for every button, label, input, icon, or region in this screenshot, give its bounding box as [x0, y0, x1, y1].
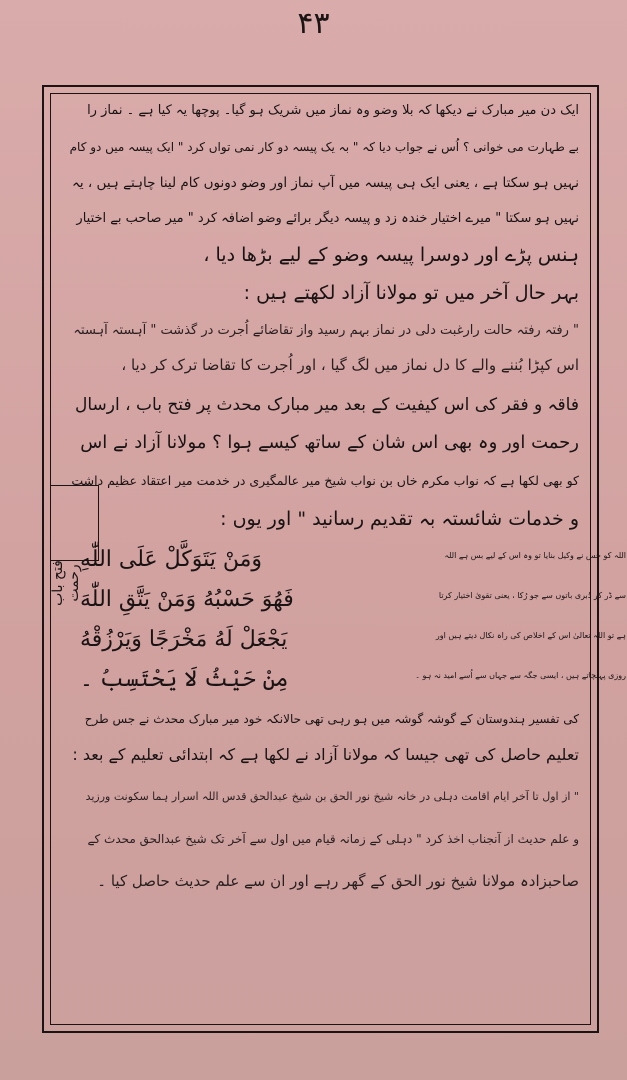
para2-line-1: فاقہ و فقر کی اس کیفیت کے بعد میر مبارک محدث پر فتح باب ، ارسال	[75, 395, 579, 415]
azad-intro-line: بہر حال آخر میں تو مولانا آزاد لکھتے ہیں :	[243, 282, 579, 304]
verse-arabic-2: فَهُوَ حَسْبُهُ وَمَنْ يَتَّقِ اللّٰهَ	[80, 587, 294, 612]
verse-arabic-4: مِنْ حَيْثُ لَا يَحْتَسِبُ ۔	[80, 667, 289, 692]
intro-line-3: نہیں ہو سکتا ہے ، یعنی ایک ہی پیسہ میں آپ نماز اور وضو دونوں کام لینا چاہتے ہیں ، یہ	[71, 175, 579, 191]
verse-arabic-1: وَمَنْ يَتَوَكَّلْ عَلَى اللّٰهِ	[80, 547, 263, 572]
para2-line-2: رحمت اور وہ بھی اس شان کے ساتھ کیسے ہوا ؟ مولانا آزاد نے اس	[80, 432, 579, 453]
verse-urdu-3: ہے تو اللہ تعالیٰ اس کے اخلاص کی راہ نکال دیتے ہیں اور	[435, 631, 626, 640]
page-number: ۴۳	[297, 6, 330, 41]
verse-urdu-1: اللہ کو جس نے وکیل بنایا تو وہ اس کے لیے بس ہے اللہ	[444, 551, 626, 560]
quote2-line-3: صاحبزادہ مولانا شیخ نور الحق کے گھر رہے اور ان سے علم حدیث حاصل کیا ۔	[97, 872, 579, 890]
intro-line-1: ایک دن میر مبارک نے دیکھا کہ بلا وضو وہ نماز میں شریک ہو گیا۔ پوچھا یہ کیا ہے ۔ نماز را	[87, 103, 579, 118]
quote1-line-1: " رفتہ رفتہ حالت رارغبت دلی در نماز بہم رسید واز تقاضائے اُجرت در گذشت " آہستہ آہستہ	[73, 323, 579, 338]
side-heading-label: فتح باب رحمت	[50, 560, 82, 606]
quote1-line-2: اس کپڑا بُننے والے کا دل نماز میں لگ گیا ، اور اُجرت کا تقاضا ترک کر دیا ،	[121, 356, 579, 374]
para3-line-2: تعلیم حاصل کی تھی جیسا کہ مولانا آزاد نے لکھا ہے کہ ابتدائی تعلیم کے بعد :	[72, 745, 579, 764]
intro-line-5: ہنس پڑے اور دوسرا پیسہ وضو کے لیے بڑھا دیا ،	[203, 244, 579, 266]
verse-urdu-2: سے ڈر کر دُبری باتوں سے جو رُکا ، یعنی تقویٰ اختیار کرتا	[438, 591, 626, 600]
verse-arabic-3: يَجْعَلْ لَهُ مَخْرَجًا وَيَرْزُقْهُ	[80, 627, 288, 652]
quote2-line-1: " از اول تا آخر ایام اقامت دہلی در خانہ شیخ نور الحق بن شیخ عبدالحق قدس اللہ اسرار ہما سکونت ورزید	[85, 790, 579, 803]
para3-line-1: کی تفسیر ہندوستان کے گوشہ گوشہ میں ہو رہی تھی حالانکہ خود میر مبارک محدث نے جس طرح	[84, 712, 579, 726]
text-frame	[42, 85, 626, 1033]
verse-urdu-4: روزی پہنچاتے ہیں ، ایسی جگہ سے جہاں سے اُسے امید نہ ہو ۔	[415, 671, 626, 680]
para2-line-3: کو بھی لکھا ہے کہ نواب مکرم خاں بن نواب شیخ میر عالمگیری در خدمت میر اعتقاد عظیم داشت	[71, 473, 579, 488]
intro-line-2: بے طہارت می خوانی ؟ اُس نے جواب دیا کہ " بہ یک پیسہ دو کار نمی تواں کرد " ایک پیسہ میں دو کام	[69, 140, 579, 154]
intro-line-4: نہیں ہو سکتا " میرے اختیار خندہ زد و پیسہ دیگر برائے وضو اضافہ کرد " میر صاحب بے اختیار	[76, 211, 579, 226]
quote2-line-2: و علم حدیث از آنجناب اخذ کرد " دہلی کے زمانہ قیام میں اول سے آخر تک شیخ عبدالحق محدث کے	[87, 832, 579, 846]
para2-line-4: و خدمات شائستہ بہ تقدیم رسانید " اور یوں :	[220, 508, 579, 530]
